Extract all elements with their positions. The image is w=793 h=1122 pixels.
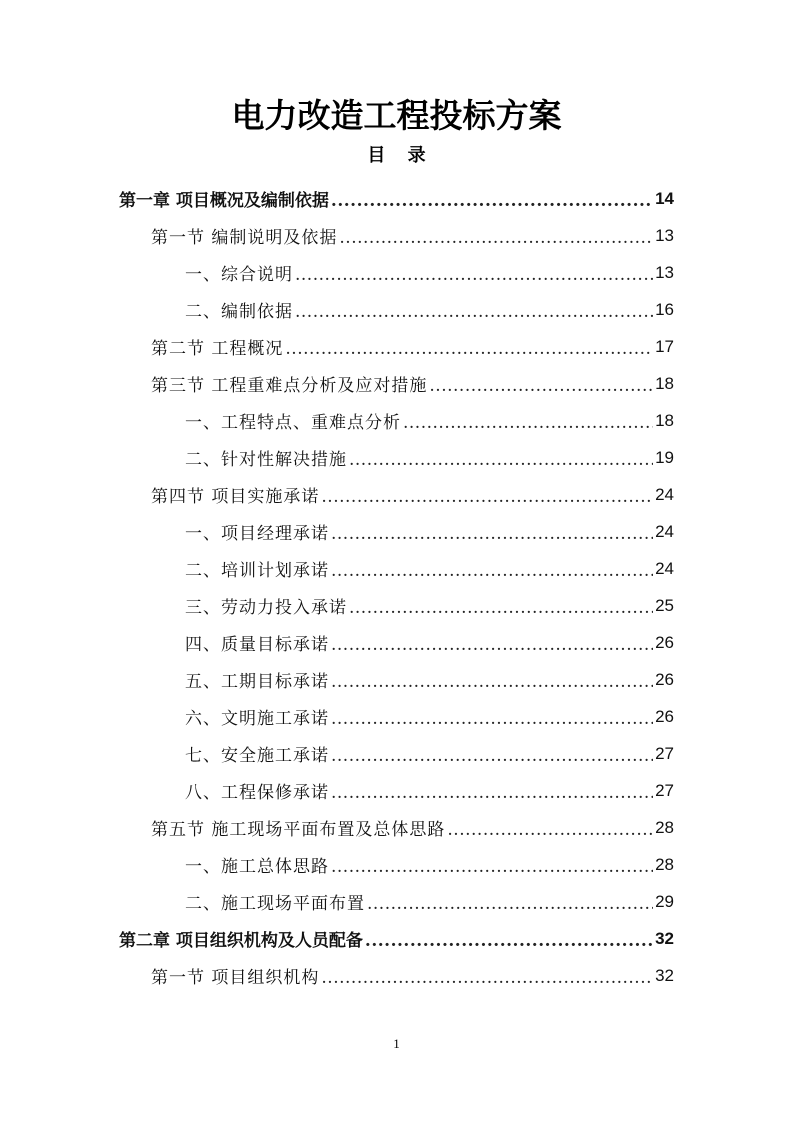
toc-entry-page: 25 [655, 595, 674, 615]
dot-leader [295, 265, 653, 285]
toc-entry-subsection[interactable] [185, 439, 674, 476]
toc-entry-label: 第一章 项目概况及编制依据 [119, 191, 329, 211]
toc-entry-chapter[interactable] [119, 920, 674, 957]
dot-leader [295, 302, 653, 322]
toc-entry-page: 18 [655, 410, 674, 430]
toc-entry-label: 第二章 项目组织机构及人员配备 [119, 931, 363, 951]
toc-entry-page: 32 [655, 965, 674, 985]
toc-entry-label: 三、劳动力投入承诺 [185, 598, 347, 618]
dot-leader [331, 561, 653, 581]
toc-entry-label: 第一节 项目组织机构 [151, 968, 320, 988]
toc-entry-subsection[interactable] [185, 550, 674, 587]
toc-entry-subsection[interactable] [185, 587, 674, 624]
dot-leader [331, 746, 653, 766]
toc-entry-subsection[interactable] [185, 846, 674, 883]
toc-entry-section[interactable] [151, 217, 674, 254]
toc-entry-page: 32 [655, 928, 674, 948]
toc-entry-label: 第四节 项目实施承诺 [151, 487, 320, 507]
toc-entry-subsection[interactable] [185, 291, 674, 328]
toc-entry-subsection[interactable] [185, 513, 674, 550]
dot-leader [349, 598, 653, 618]
toc-entry-section[interactable] [151, 328, 674, 365]
page-number: 1 [393, 1036, 400, 1051]
toc-entry-label: 八、工程保修承诺 [185, 783, 329, 803]
toc-entry-section[interactable] [151, 476, 674, 513]
toc-entry-page: 17 [655, 336, 674, 356]
toc-entry-page: 24 [655, 484, 674, 504]
toc-entry-subsection[interactable] [185, 254, 674, 291]
toc-entry-subsection[interactable] [185, 883, 674, 920]
toc-entry-section[interactable] [151, 809, 674, 846]
toc-entry-section[interactable] [151, 365, 674, 402]
dot-leader [331, 672, 653, 692]
toc-entry-label: 五、工期目标承诺 [185, 672, 329, 692]
toc-entry-page: 24 [655, 521, 674, 541]
toc-entry-subsection[interactable] [185, 735, 674, 772]
toc-entry-page: 16 [655, 299, 674, 319]
toc-entry-label: 第一节 编制说明及依据 [151, 228, 338, 248]
toc-entry-page: 26 [655, 706, 674, 726]
toc-entry-label: 二、施工现场平面布置 [185, 894, 365, 914]
toc-entry-page: 26 [655, 669, 674, 689]
toc-entry-label: 一、工程特点、重难点分析 [185, 413, 401, 433]
toc-entry-page: 13 [655, 262, 674, 282]
dot-leader [447, 820, 653, 840]
toc-entry-subsection[interactable] [185, 772, 674, 809]
toc-entry-page: 13 [655, 225, 674, 245]
toc-entry-chapter[interactable] [119, 180, 674, 217]
document-title: 电力改造工程投标方案 [231, 96, 562, 135]
toc-entry-page: 14 [655, 188, 674, 208]
toc-entry-page: 27 [655, 780, 674, 800]
dot-leader [331, 709, 653, 729]
dot-leader [339, 228, 653, 248]
toc-entry-label: 第三节 工程重难点分析及应对措施 [151, 376, 428, 396]
dot-leader [429, 376, 653, 396]
dot-leader [331, 635, 653, 655]
toc-entry-subsection[interactable] [185, 698, 674, 735]
toc-entry-label: 七、安全施工承诺 [185, 746, 329, 766]
toc-entry-page: 19 [655, 447, 674, 467]
toc-entry-page: 26 [655, 632, 674, 652]
toc-entry-label: 二、针对性解决措施 [185, 450, 347, 470]
toc-entry-label: 第五节 施工现场平面布置及总体思路 [151, 820, 446, 840]
toc-entry-subsection[interactable] [185, 402, 674, 439]
dot-leader [367, 894, 653, 914]
toc-entry-subsection[interactable] [185, 624, 674, 661]
toc-entry-label: 一、施工总体思路 [185, 857, 329, 877]
dot-leader [285, 339, 653, 359]
toc-entry-page: 29 [655, 891, 674, 911]
toc-entry-page: 24 [655, 558, 674, 578]
toc-entry-label: 一、项目经理承诺 [185, 524, 329, 544]
toc-heading: 目 录 [367, 145, 434, 166]
toc-entry-section[interactable] [151, 957, 674, 994]
dot-leader [321, 487, 653, 507]
toc-entry-page: 27 [655, 743, 674, 763]
dot-leader [331, 857, 653, 877]
toc-entry-label: 一、综合说明 [185, 265, 293, 285]
dot-leader [331, 524, 653, 544]
toc-entry-page: 28 [655, 817, 674, 837]
toc-entry-label: 第二节 工程概况 [151, 339, 284, 359]
dot-leader [403, 413, 653, 433]
toc-entry-label: 二、培训计划承诺 [185, 561, 329, 581]
dot-leader [365, 931, 653, 951]
toc-entry-label: 四、质量目标承诺 [185, 635, 329, 655]
dot-leader [321, 968, 653, 988]
toc-entry-label: 二、编制依据 [185, 302, 293, 322]
toc-entry-page: 28 [655, 854, 674, 874]
dot-leader [331, 191, 653, 211]
dot-leader [331, 783, 653, 803]
toc-entry-label: 六、文明施工承诺 [185, 709, 329, 729]
dot-leader [349, 450, 653, 470]
toc-entry-subsection[interactable] [185, 661, 674, 698]
toc-entry-page: 18 [655, 373, 674, 393]
